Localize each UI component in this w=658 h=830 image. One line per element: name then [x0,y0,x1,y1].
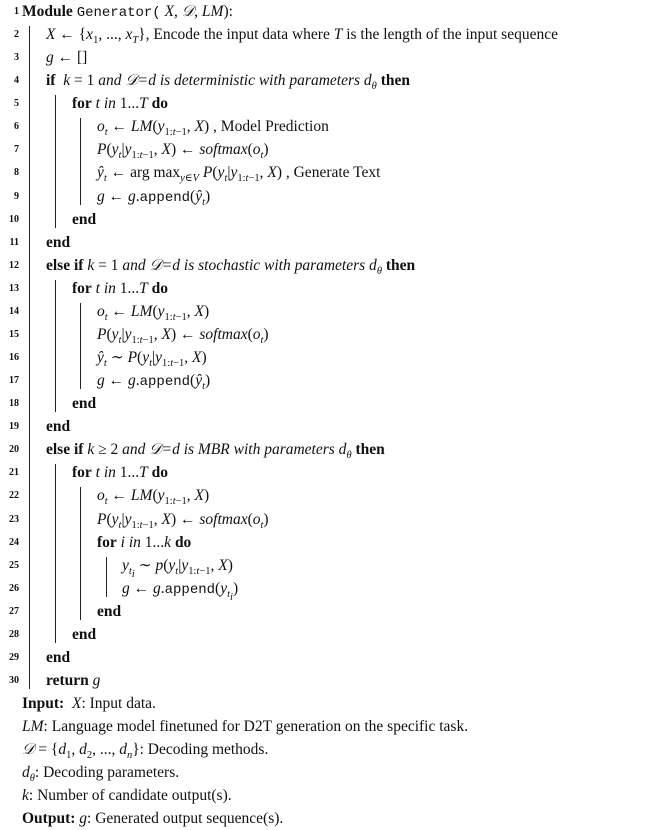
block-indent-rule [106,557,107,597]
line-number: 2 [14,29,19,41]
line-number: 8 [14,167,19,179]
line-number: 3 [14,52,19,64]
line-number: 17 [9,375,19,387]
line-number: 25 [9,559,19,571]
line-content: return g [46,672,101,690]
block-indent-rule [55,464,56,643]
line-content: $P(y_t|y_{1:t-1}$, X) ← $softmax(o_t)$ [97,325,269,347]
line-content: end [97,602,122,620]
line-content: g ← [] [46,49,88,67]
block-indent-rule [55,280,56,412]
line-content: for i in 1...k do [97,533,192,551]
line-number: 19 [9,421,19,433]
line-number: 14 [9,305,19,317]
footer-line: LM: Language model finetuned for D2T generation on the specific task. [22,718,469,736]
line-content: end [72,210,97,228]
line-number: 30 [9,675,19,687]
line-number: 1 [14,6,19,17]
line-content: end [46,233,71,251]
line-number: 4 [14,75,19,87]
line-number: 20 [9,444,19,456]
line-number: 5 [14,98,19,110]
line-content: $o_t$ ← $LM(y_{1:t-1}$, X) , Model Prediction [97,118,329,139]
line-content: g ← $g.append(y_{t_i})$ [122,579,239,603]
line-number: 10 [9,213,19,225]
block-indent-rule [55,95,56,227]
line-content: $o_t$ ← $LM(y_{1:t-1}$, X) [97,302,210,323]
footer-line: $d_\theta$: Decoding parameters. [22,764,180,785]
line-content: $ŷ_t$ ∼ $P(y_t|y_{1:t-1}$, X) [97,349,207,370]
footer-line: Input: X: Input data. [22,695,156,713]
line-content: for t in 1...T do [72,279,169,297]
line-content: else if k = 1 and 𝒟=d is stochastic with parameters $d_\theta$ then [46,256,416,277]
footer-line: Output: g: Generated output sequence(s). [22,810,284,828]
block-indent-rule [80,118,81,204]
line-content: else if k ≥ 2 and 𝒟=d is MBR with parameters $d_\theta$ then [46,441,385,462]
line-content: end [72,395,97,413]
line-content: $y_{t_i}$ ∼ $p(y_t|y_{1:t-1}$, X) [122,556,233,580]
line-number: 11 [9,236,19,248]
line-number: 9 [14,190,19,202]
line-content: end [46,648,71,666]
line-number: 16 [9,352,19,364]
block-indent-rule [80,487,81,619]
footer-line: 𝒟 = {$d_1$, $d_2$, ..., $d_n$}: Decoding methods. [22,741,269,762]
line-number: 23 [9,513,19,525]
line-content: $P(y_t|y_{1:t-1}$, X) ← $softmax(o_t)$ [97,141,269,162]
line-content: X ← {$x_1$, ..., $x_T$}, Encode the input data where T is the length of the input sequence [46,26,558,47]
line-content: end [72,625,97,643]
line-content: Module Generator( X, 𝒟, LM): [22,3,233,21]
line-number: 7 [14,144,19,156]
footer-line: k: Number of candidate output(s). [22,787,232,805]
line-number: 24 [9,536,19,548]
line-number: 6 [14,121,19,133]
line-content: $P(y_t|y_{1:t-1}$, X) ← $softmax(o_t)$ [97,510,269,531]
line-number: 12 [9,259,19,271]
line-content: for t in 1...T do [72,95,169,113]
line-number: 29 [9,651,19,663]
line-content: g ← $g.append(ŷ_t)$ [97,372,211,393]
line-number: 21 [9,467,19,479]
line-content: g ← $g.append(ŷ_t)$ [97,187,211,208]
line-number: 15 [9,328,19,340]
line-number: 13 [9,282,19,294]
line-content: $o_t$ ← $LM(y_{1:t-1}$, X) [97,487,210,508]
line-content: end [46,418,71,436]
block-indent-rule [29,26,30,689]
line-content: for t in 1...T do [72,464,169,482]
block-indent-rule [80,303,81,389]
line-number: 27 [9,605,19,617]
line-number: 18 [9,398,19,410]
line-number: 28 [9,628,19,640]
line-number: 26 [9,582,19,594]
line-content: if k = 1 and 𝒟=d is deterministic with parameters $d_\theta$ then [46,72,410,93]
line-content: $ŷ_t$ ← arg $\max_{y\in V} P(y_t|y_{1:t-1}$, X) , Generate Text [97,164,381,185]
line-number: 22 [9,490,19,502]
